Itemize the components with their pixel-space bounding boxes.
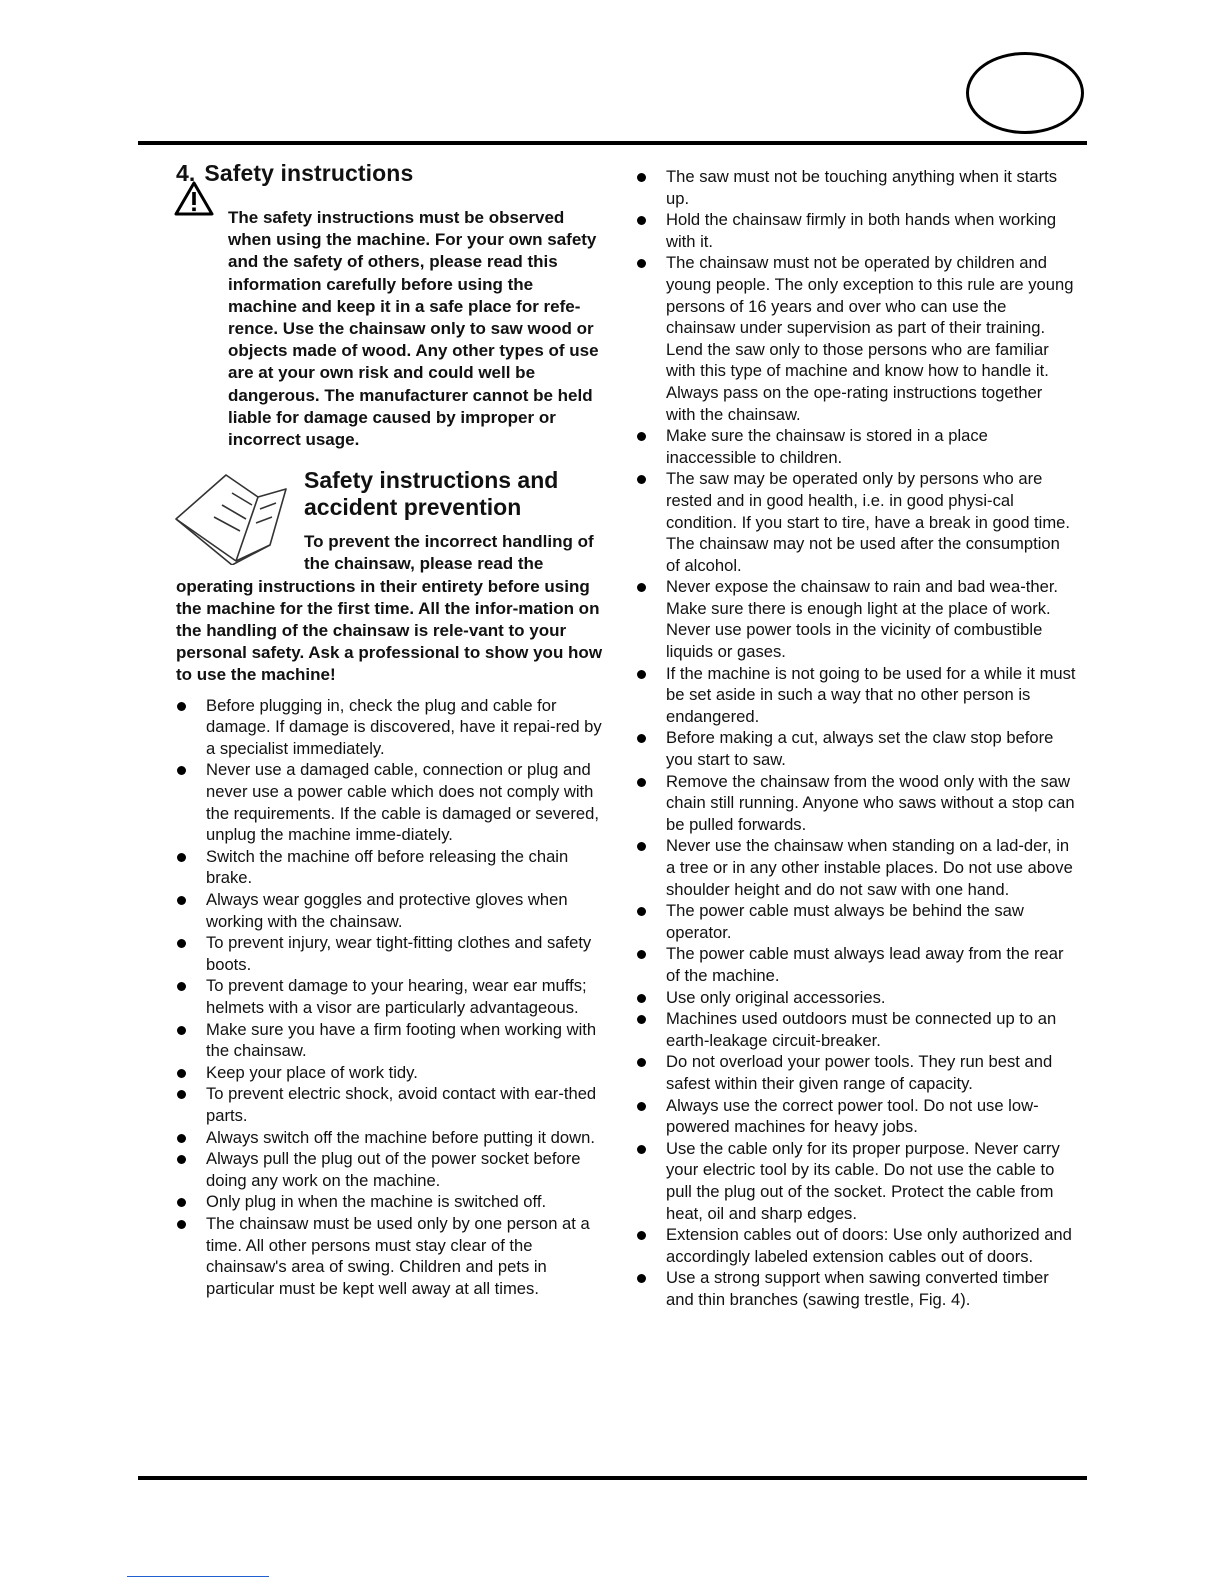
list-item: Before plugging in, check the plug and cable for damage. If damage is discovered, have it repai-red by a specialist immediately. xyxy=(176,695,606,760)
left-column xyxy=(176,160,606,1299)
header-rule xyxy=(138,141,1087,145)
list-item: To prevent injury, wear tight-fitting clothes and safety boots. xyxy=(176,932,606,975)
list-item: The power cable must always be behind the saw operator. xyxy=(636,900,1076,943)
warning-triangle-icon xyxy=(174,181,214,217)
list-item: Always wear goggles and protective gloves when working with the chainsaw. xyxy=(176,889,606,932)
list-item: Do not overload your power tools. They run best and safest within their given range of capacity. xyxy=(636,1051,1076,1094)
accident-heading: Safety instructions and accident prevention xyxy=(304,467,559,521)
list-item: The saw may be operated only by persons who are rested and in good health, i.e. in good physi-cal condition. If you start to tire, have a break in good time. The chainsaw may not be used after the consumption of alcohol. xyxy=(636,468,1076,576)
accident-intro: To prevent the incorrect handling of the chainsaw, please read the operating instructions in their entirety before using the machine for the first time. All the infor-mation on the handling of the chainsaw is rele-vant to your personal safety. Ask a professional to show you how to use the machine! xyxy=(176,532,603,685)
list-item: If the machine is not going to be used for a while it must be set aside in such a way that no other person is endangered. xyxy=(636,663,1076,728)
list-item: Switch the machine off before releasing the chain brake. xyxy=(176,846,606,889)
list-item: The chainsaw must not be operated by children and young people. The only exception to this rule are young persons of 16 years and over who can use the chainsaw under supervision as part of their training. Lend the saw only to those persons who are familiar with this type of machine and know how to handle it. Always pass on the ope-rating instructions together with the chainsaw. xyxy=(636,252,1076,425)
left-bullet-list xyxy=(176,695,606,1300)
footer-rule xyxy=(138,1476,1087,1480)
list-item: Always pull the plug out of the power socket before doing any work on the machine. xyxy=(176,1148,606,1191)
section-title xyxy=(176,160,606,187)
language-badge-oval xyxy=(966,52,1084,134)
list-item: The saw must not be touching anything when it starts up. xyxy=(636,166,1076,209)
list-item: Never expose the chainsaw to rain and bad wea-ther. Make sure there is enough light at the place of work. Never use power tools in the vicinity of combustible liquids or gases. xyxy=(636,576,1076,662)
right-column xyxy=(636,166,1076,1310)
footer-link-underline[interactable] xyxy=(127,1576,269,1577)
list-item: Extension cables out of doors: Use only authorized and accordingly labeled extension cables out of doors. xyxy=(636,1224,1076,1267)
section-title-text: Safety instructions xyxy=(204,160,414,186)
list-item: Before making a cut, always set the claw stop before you start to saw. xyxy=(636,727,1076,770)
list-item: Always use the correct power tool. Do not use low-powered machines for heavy jobs. xyxy=(636,1095,1076,1138)
list-item: Use only original accessories. xyxy=(636,987,1076,1009)
list-item: Always switch off the machine before putting it down. xyxy=(176,1127,606,1149)
list-item: The power cable must always lead away from the rear of the machine. xyxy=(636,943,1076,986)
accident-prevention-block xyxy=(176,467,606,686)
list-item: The chainsaw must be used only by one person at a time. All other persons must stay clear of the chainsaw's area of swing. Children and pets in particular must be kept well away at all times. xyxy=(176,1213,606,1299)
list-item: Keep your place of work tidy. xyxy=(176,1062,606,1084)
list-item: Never use a damaged cable, connection or plug and never use a power cable which does not comply with the requirements. If the cable is damaged or severed, unplug the machine imme-diately. xyxy=(176,759,606,845)
list-item: Only plug in when the machine is switched off. xyxy=(176,1191,606,1213)
list-item: Never use the chainsaw when standing on a lad-der, in a tree or in any other instable places. Do not use above shoulder height and do not saw with one hand. xyxy=(636,835,1076,900)
list-item: To prevent electric shock, avoid contact with ear-thed parts. xyxy=(176,1083,606,1126)
list-item: Use a strong support when sawing converted timber and thin branches (sawing trestle, Fig. 4). xyxy=(636,1267,1076,1310)
list-item: To prevent damage to your hearing, wear ear muffs; helmets with a visor are particularly advantageous. xyxy=(176,975,606,1018)
open-book-icon xyxy=(170,469,294,565)
warning-text: The safety instructions must be observed when using the machine. For your own safety and the safety of others, please read this information carefully before using the machine and keep it in a safe place for refe-rence. Use the chainsaw only to saw wood or objects made of wood. Any other types of use are at your own risk and could well be dangerous. The manufacturer cannot be held liable for damage caused by improper or incorrect usage. xyxy=(228,208,599,450)
list-item: Make sure the chainsaw is stored in a place inaccessible to children. xyxy=(636,425,1076,468)
section-number: 4. xyxy=(176,160,196,186)
list-item: Make sure you have a firm footing when working with the chainsaw. xyxy=(176,1019,606,1062)
list-item: Machines used outdoors must be connected up to an earth-leakage circuit-breaker. xyxy=(636,1008,1076,1051)
right-bullet-list xyxy=(636,166,1076,1310)
list-item: Hold the chainsaw firmly in both hands when working with it. xyxy=(636,209,1076,252)
warning-block xyxy=(176,207,606,451)
list-item: Use the cable only for its proper purpose. Never carry your electric tool by its cable. Do not use the cable to pull the plug out of the socket. Protect the cable from heat, oil and sharp edges. xyxy=(636,1138,1076,1224)
list-item: Remove the chainsaw from the wood only with the saw chain still running. Anyone who saws without a stop can be pulled forwards. xyxy=(636,771,1076,836)
